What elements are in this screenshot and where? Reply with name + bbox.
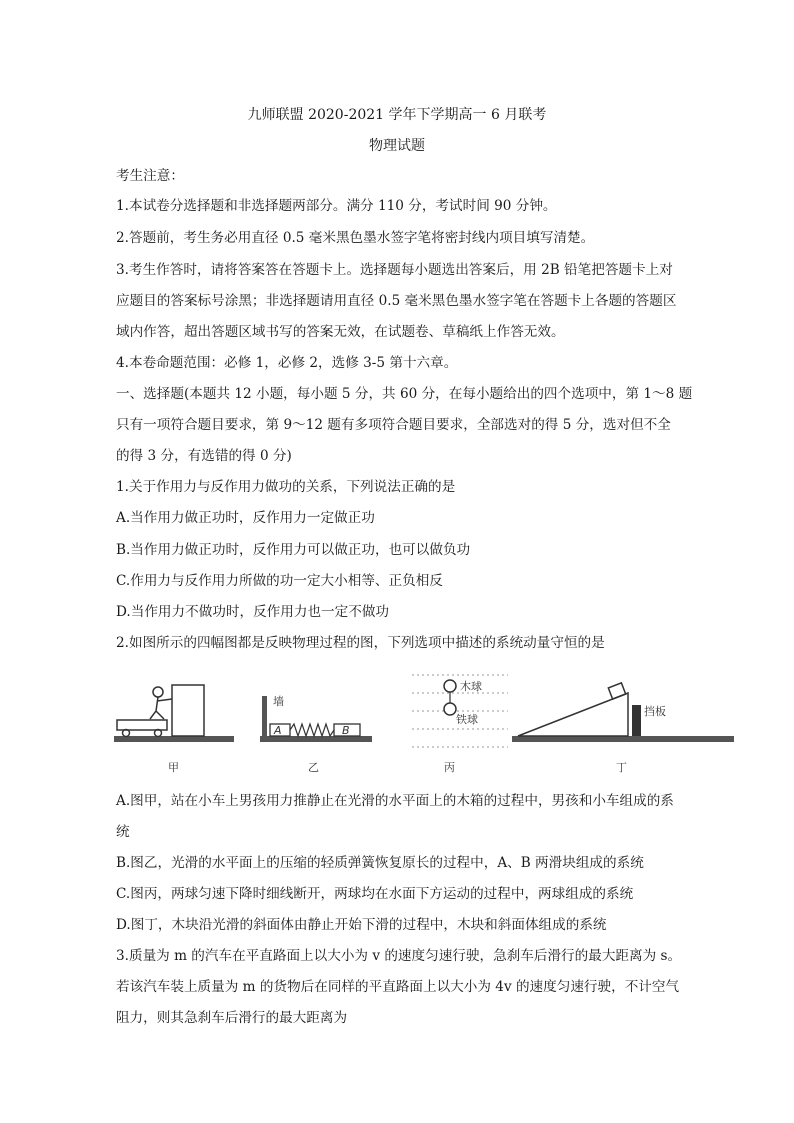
figure-jia: [114, 685, 234, 774]
question-1-option-a: A.当作用力做正功时，反作用力一定做正功: [116, 510, 375, 526]
notice-heading: 考生注意：: [116, 168, 184, 184]
incline: [518, 693, 628, 736]
question-2-option-a: A.图甲，站在小车上男孩用力推静止在光滑的水平面上的木箱的过程中，男孩和小车组成的系: [116, 793, 674, 809]
question-3-line: 若该汽车装上质量为 m 的货物后在同样的平直路面上以大小为 4v 的速度匀速行驶，不计空气: [116, 979, 680, 995]
wall: [262, 696, 267, 736]
ground-ding: [512, 736, 734, 742]
boy-head: [153, 687, 163, 697]
wooden-box: [172, 685, 204, 736]
baffle: [632, 705, 641, 736]
ground-jia: [114, 736, 234, 742]
wall-label: 墙: [273, 695, 284, 708]
section-heading: 的得 3 分，有选错的得 0 分): [116, 448, 292, 464]
figure-caption-jia: 甲: [168, 761, 179, 774]
notice-item: 1.本试卷分选择题和非选择题两部分。满分 110 分，考试时间 90 分钟。: [116, 198, 557, 214]
figure-caption-yi: 乙: [308, 761, 319, 774]
exam-subject: 物理试题: [369, 138, 425, 154]
notice-item: 3.考生作答时，请将答案答在答题卡上。选择题每小题选出答案后，用 2B 铅笔把答题卡上对: [116, 262, 673, 278]
question-2-option-d: D.图丁，木块沿光滑的斜面体由静止开始下滑的过程中，木块和斜面体组成的系统: [116, 917, 607, 933]
notice-item: 域内作答，超出答题区域书写的答案无效，在试题卷、草稿纸上作答无效。: [116, 324, 565, 340]
question-2-option-a-cont: 统: [116, 824, 130, 840]
notice-item: 应题目的答案标号涂黑；非选择题请用直径 0.5 毫米黑色墨水签字笔在答题卡上各题的答题区: [116, 293, 677, 309]
spring: [290, 724, 334, 736]
exam-title: 九师联盟 2020-2021 学年下学期高一 6 月联考: [247, 107, 547, 123]
question-1-option-d: D.当作用力不做功时，反作用力也一定不做功: [116, 604, 390, 620]
baffle-label: 挡板: [644, 705, 666, 718]
question-3-line: 阻力，则其急刹车后滑行的最大距离为: [116, 1010, 348, 1026]
figure-ding: [512, 683, 734, 774]
question-3-line: 3.质量为 m 的汽车在平直路面上以大小为 v 的速度匀速行驶，急刹车后滑行的最大距离为 s。: [116, 948, 682, 964]
question-1-stem: 1.关于作用力与反作用力做功的关系，下列说法正确的是: [116, 479, 456, 495]
question-2-option-c: C.图丙，两球匀速下降时细线断开，两球均在水面下方运动的过程中，两球组成的系统: [116, 886, 634, 902]
notice-item: 4.本卷命题范围：必修 1，必修 2，选修 3-5 第十六章。: [116, 355, 458, 371]
figure-bing: [412, 675, 508, 774]
question-2-figure: [112, 663, 738, 793]
wooden-block: [608, 683, 625, 699]
section-heading: 只有一项符合题目要求，第 9～12 题有多项符合题目要求，全部选对的得 5 分，选对但不全: [116, 417, 671, 433]
figure-yi: [260, 694, 372, 774]
cart: [117, 720, 167, 730]
figure-caption-bing: 丙: [444, 761, 455, 774]
wood-ball-label: 木球: [460, 680, 482, 693]
figure-caption-ding: 丁: [616, 761, 627, 774]
question-1-option-b: B.当作用力做正功时，反作用力可以做正功，也可以做负功: [116, 542, 471, 558]
question-1-option-c: C.作用力与反作用力所做的功一定大小相等、正负相反: [116, 573, 443, 589]
iron-ball-label: 铁球: [456, 713, 478, 726]
block-b-label: B: [342, 724, 350, 737]
block-a-label: A: [274, 724, 282, 737]
iron-ball: [444, 703, 456, 715]
wood-ball: [444, 680, 456, 692]
question-2-stem: 2.如图所示的四幅图都是反映物理过程的图，下列选项中描述的系统动量守恒的是: [116, 635, 605, 651]
notice-item: 2.答题前，考生务必用直径 0.5 毫米黑色墨水签字笔将密封线内项目填写清楚。: [116, 230, 595, 246]
boy-body: [150, 697, 172, 719]
section-heading: 一、选择题(本题共 12 小题，每小题 5 分，共 60 分，在每小题给出的四个选项中，第 1～8 题: [116, 386, 693, 402]
question-2-option-b: B.图乙，光滑的水平面上的压缩的轻质弹簧恢复原长的过程中，A、B 两滑块组成的系统: [116, 855, 644, 871]
